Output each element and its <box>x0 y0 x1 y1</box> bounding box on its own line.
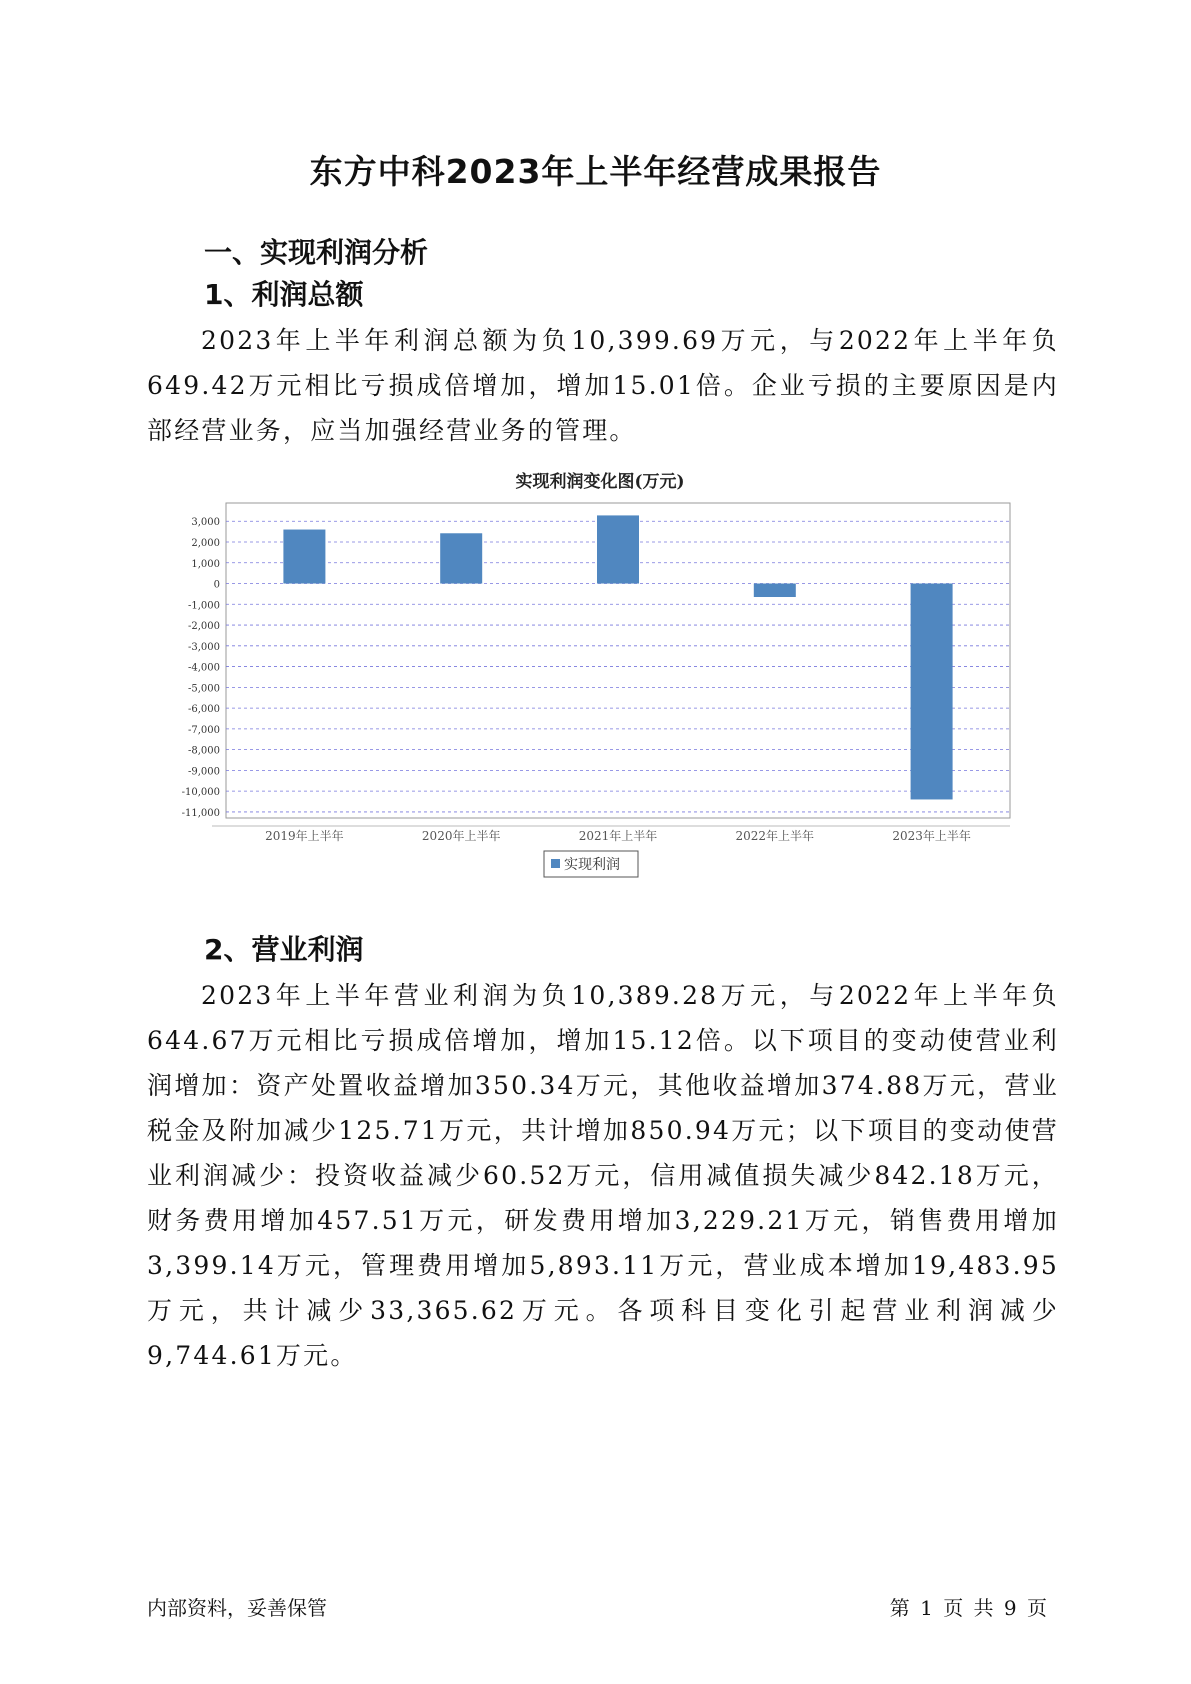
chart-y-tick-label: -11,000 <box>181 807 220 819</box>
chart-y-tick-label: -4,000 <box>187 662 220 674</box>
chart-bar <box>283 530 325 584</box>
chart-y-tick-label: 2,000 <box>191 537 220 549</box>
chart-y-tick-label: 0 <box>213 579 220 591</box>
chart-bar <box>440 533 482 583</box>
section-heading-profit-analysis: 一、实现利润分析 <box>204 236 429 269</box>
chart-legend-label: 实现利润 <box>564 857 620 873</box>
footer-page-number: 第 1 页 共 9 页 <box>889 1596 1047 1620</box>
chart-y-tick-label: -3,000 <box>187 641 220 653</box>
chart-x-tick-label: 2021年上半年 <box>578 829 658 843</box>
chart-y-tick-label: -2,000 <box>187 621 220 633</box>
chart-bar <box>597 515 639 583</box>
profit-chart-svg <box>168 472 1028 950</box>
chart-x-tick-label: 2019年上半年 <box>265 829 344 843</box>
chart-bar <box>754 584 796 597</box>
chart-title: 实现利润变化图(万元) <box>515 472 685 492</box>
chart-y-tick-label: -1,000 <box>187 600 220 612</box>
chart-x-tick-label: 2020年上半年 <box>421 829 501 843</box>
paragraph-operating-profit: 2023年上半年营业利润为负10,389.28万元，与2022年上半年负644.67万元相比亏损成倍增加，增加15.12倍。以下项目的变动使营业利润增加：资产处置收益增加350.34万元，其他收益增加374.88万元，营业税金及附加减少125.71万元，共计增加850.94万元；以下项目的变动使营业利润减少：投资收益减少60.52万元，信用减值损失减少842.18万元，财务费用增加457.51万元，研发费用增加3,229.21万元，销售费用增加3,399.14万元，管理费用增加5,893.11万元，营业成本增加19,483.95万元，共计减少33,365.62万元。各项科目变化引起营业利润减少9,744.61万元。 <box>147 981 1059 1370</box>
chart-legend-swatch <box>551 859 560 868</box>
document-title: 东方中科2023年上半年经营成果报告 <box>309 152 882 191</box>
subsection-heading-total-profit: 1、利润总额 <box>204 278 364 311</box>
chart-y-tick-label: -10,000 <box>181 787 220 799</box>
chart-x-tick-label: 2022年上半年 <box>735 829 815 843</box>
footer-confidential-note: 内部资料，妥善保管 <box>147 1596 327 1620</box>
paragraph-total-profit: 2023年上半年利润总额为负10,399.69万元，与2022年上半年负649.42万元相比亏损成倍增加，增加15.01倍。企业亏损的主要原因是内部经营业务，应当加强经营业务的管理。 <box>147 326 1059 445</box>
chart-y-tick-label: -7,000 <box>187 724 220 736</box>
chart-y-tick-label: -8,000 <box>187 745 220 757</box>
chart-y-tick-label: -5,000 <box>187 683 220 695</box>
profit-chart <box>168 472 1028 950</box>
chart-x-tick-label: 2023年上半年 <box>892 829 971 843</box>
chart-y-tick-label: 1,000 <box>191 558 220 570</box>
subsection-heading-operating-profit: 2、营业利润 <box>204 933 364 966</box>
chart-y-tick-label: 3,000 <box>191 517 220 529</box>
chart-y-tick-label: -9,000 <box>187 766 220 778</box>
chart-bar <box>911 584 953 800</box>
chart-y-tick-label: -6,000 <box>187 704 220 716</box>
